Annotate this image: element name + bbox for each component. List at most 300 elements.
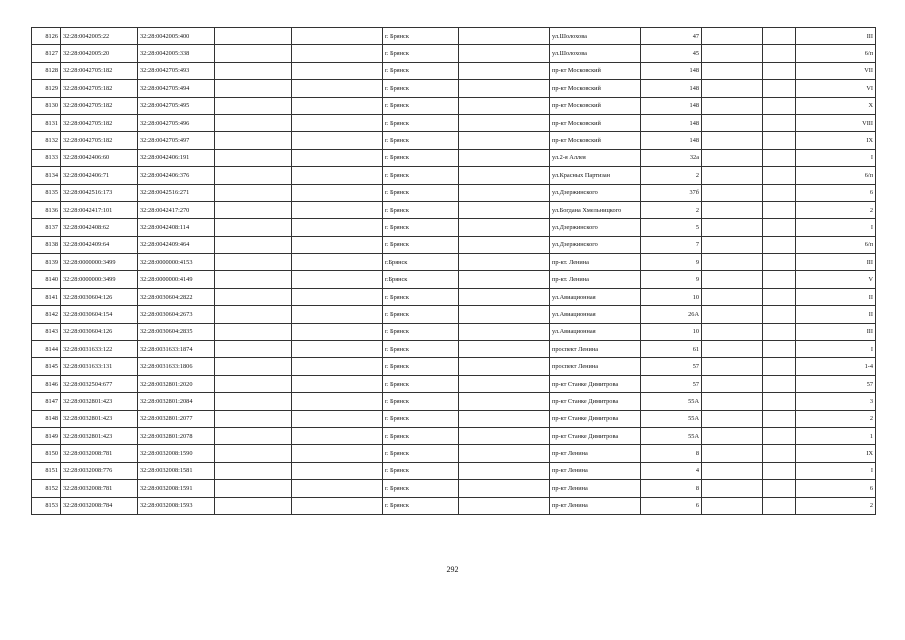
- empty-cell: [702, 306, 763, 323]
- empty-cell: [215, 375, 292, 392]
- table-row: [32, 219, 876, 236]
- room-cell: 57: [796, 375, 876, 392]
- empty-cell: [459, 236, 550, 253]
- street-cell: пр-кт Московский: [550, 132, 641, 149]
- empty-cell: [459, 219, 550, 236]
- empty-cell: [763, 45, 796, 62]
- locality-cell: г. Брянск: [383, 497, 459, 514]
- room-cell: I: [796, 341, 876, 358]
- house-number-cell: 26А: [641, 306, 702, 323]
- empty-cell: [215, 219, 292, 236]
- empty-cell: [702, 201, 763, 218]
- row-number-cell: 8137: [32, 219, 61, 236]
- object-cadastral-number-cell: 32:28:0031633:1874: [138, 341, 215, 358]
- empty-cell: [459, 132, 550, 149]
- locality-cell: г. Брянск: [383, 149, 459, 166]
- empty-cell: [292, 219, 383, 236]
- row-number-cell: 8141: [32, 288, 61, 305]
- empty-cell: [215, 427, 292, 444]
- house-number-cell: 9: [641, 271, 702, 288]
- room-cell: I: [796, 149, 876, 166]
- row-number-cell: 8151: [32, 462, 61, 479]
- row-number-cell: 8132: [32, 132, 61, 149]
- house-number-cell: 6: [641, 497, 702, 514]
- row-number-cell: 8138: [32, 236, 61, 253]
- room-cell: 6: [796, 480, 876, 497]
- empty-cell: [763, 97, 796, 114]
- street-cell: ул.Дзержинского: [550, 219, 641, 236]
- table-row: [32, 341, 876, 358]
- house-number-cell: 148: [641, 132, 702, 149]
- house-number-cell: 148: [641, 97, 702, 114]
- house-number-cell: 2: [641, 201, 702, 218]
- empty-cell: [292, 167, 383, 184]
- empty-cell: [702, 97, 763, 114]
- table-row: [32, 427, 876, 444]
- street-cell: пр-кт Московский: [550, 97, 641, 114]
- room-cell: 6/п: [796, 236, 876, 253]
- row-number-cell: 8144: [32, 341, 61, 358]
- empty-cell: [702, 80, 763, 97]
- empty-cell: [292, 358, 383, 375]
- locality-cell: г. Брянск: [383, 201, 459, 218]
- cadastral-number-cell: 32:28:0042417:101: [61, 201, 138, 218]
- table-row: [32, 114, 876, 131]
- table-row: [32, 97, 876, 114]
- locality-cell: г. Брянск: [383, 358, 459, 375]
- empty-cell: [459, 167, 550, 184]
- cadastral-number-cell: 32:28:0030604:154: [61, 306, 138, 323]
- empty-cell: [215, 393, 292, 410]
- empty-cell: [763, 323, 796, 340]
- object-cadastral-number-cell: 32:28:0032801:2084: [138, 393, 215, 410]
- cadastral-number-cell: 32:28:0042705:182: [61, 114, 138, 131]
- empty-cell: [459, 271, 550, 288]
- locality-cell: г. Брянск: [383, 375, 459, 392]
- locality-cell: г. Брянск: [383, 480, 459, 497]
- object-cadastral-number-cell: 32:28:0032801:2020: [138, 375, 215, 392]
- cadastral-number-cell: 32:28:0042406:71: [61, 167, 138, 184]
- locality-cell: г. Брянск: [383, 427, 459, 444]
- empty-cell: [702, 62, 763, 79]
- empty-cell: [702, 445, 763, 462]
- empty-cell: [459, 427, 550, 444]
- empty-cell: [215, 236, 292, 253]
- registry-body: [32, 28, 876, 515]
- empty-cell: [215, 341, 292, 358]
- cadastral-number-cell: 32:28:0042408:62: [61, 219, 138, 236]
- empty-cell: [292, 201, 383, 218]
- locality-cell: г. Брянск: [383, 341, 459, 358]
- house-number-cell: 2: [641, 167, 702, 184]
- room-cell: IX: [796, 445, 876, 462]
- house-number-cell: 55А: [641, 427, 702, 444]
- empty-cell: [702, 462, 763, 479]
- object-cadastral-number-cell: 32:28:0032008:1591: [138, 480, 215, 497]
- street-cell: пр-кт Станке Димитрова: [550, 410, 641, 427]
- empty-cell: [702, 480, 763, 497]
- cadastral-number-cell: 32:28:0030604:126: [61, 288, 138, 305]
- cadastral-number-cell: 32:28:0032008:784: [61, 497, 138, 514]
- house-number-cell: 57: [641, 358, 702, 375]
- empty-cell: [702, 184, 763, 201]
- house-number-cell: 32а: [641, 149, 702, 166]
- empty-cell: [292, 497, 383, 514]
- row-number-cell: 8135: [32, 184, 61, 201]
- object-cadastral-number-cell: 32:28:0042705:493: [138, 62, 215, 79]
- empty-cell: [763, 149, 796, 166]
- house-number-cell: 61: [641, 341, 702, 358]
- cadastral-number-cell: 32:28:0030604:126: [61, 323, 138, 340]
- empty-cell: [459, 28, 550, 45]
- street-cell: ул.Авиационная: [550, 288, 641, 305]
- locality-cell: г. Брянск: [383, 410, 459, 427]
- cadastral-number-cell: 32:28:0042406:60: [61, 149, 138, 166]
- table-row: [32, 201, 876, 218]
- object-cadastral-number-cell: 32:28:0042406:376: [138, 167, 215, 184]
- cadastral-number-cell: 32:28:0042705:182: [61, 97, 138, 114]
- row-number-cell: 8131: [32, 114, 61, 131]
- empty-cell: [292, 254, 383, 271]
- empty-cell: [702, 427, 763, 444]
- table-row: [32, 306, 876, 323]
- empty-cell: [763, 114, 796, 131]
- room-cell: II: [796, 288, 876, 305]
- cadastral-number-cell: 32:28:0000000:3499: [61, 271, 138, 288]
- empty-cell: [215, 28, 292, 45]
- table-row: [32, 149, 876, 166]
- locality-cell: г.Брянск: [383, 271, 459, 288]
- empty-cell: [702, 358, 763, 375]
- empty-cell: [763, 254, 796, 271]
- cadastral-number-cell: 32:28:0042705:182: [61, 132, 138, 149]
- empty-cell: [292, 410, 383, 427]
- empty-cell: [459, 393, 550, 410]
- object-cadastral-number-cell: 32:28:0042005:338: [138, 45, 215, 62]
- table-row: [32, 480, 876, 497]
- empty-cell: [702, 341, 763, 358]
- house-number-cell: 10: [641, 323, 702, 340]
- cadastral-number-cell: 32:28:0032801:423: [61, 393, 138, 410]
- cadastral-number-cell: 32:28:0031633:122: [61, 341, 138, 358]
- room-cell: III: [796, 254, 876, 271]
- empty-cell: [292, 323, 383, 340]
- table-row: [32, 184, 876, 201]
- street-cell: ул.Красных Партизан: [550, 167, 641, 184]
- house-number-cell: 10: [641, 288, 702, 305]
- table-row: [32, 62, 876, 79]
- empty-cell: [292, 306, 383, 323]
- street-cell: ул.Дзержинского: [550, 184, 641, 201]
- empty-cell: [215, 184, 292, 201]
- empty-cell: [763, 28, 796, 45]
- empty-cell: [459, 201, 550, 218]
- empty-cell: [763, 480, 796, 497]
- empty-cell: [702, 28, 763, 45]
- empty-cell: [292, 375, 383, 392]
- room-cell: 1-4: [796, 358, 876, 375]
- page-number: 292: [446, 565, 459, 574]
- room-cell: VI: [796, 80, 876, 97]
- object-cadastral-number-cell: 32:28:0042705:494: [138, 80, 215, 97]
- empty-cell: [215, 288, 292, 305]
- cadastral-number-cell: 32:28:0000000:3499: [61, 254, 138, 271]
- locality-cell: г. Брянск: [383, 45, 459, 62]
- cadastral-number-cell: 32:28:0042705:182: [61, 80, 138, 97]
- empty-cell: [702, 114, 763, 131]
- object-cadastral-number-cell: 32:28:0032008:1581: [138, 462, 215, 479]
- empty-cell: [292, 271, 383, 288]
- empty-cell: [763, 132, 796, 149]
- house-number-cell: 9: [641, 254, 702, 271]
- empty-cell: [763, 62, 796, 79]
- empty-cell: [702, 132, 763, 149]
- row-number-cell: 8140: [32, 271, 61, 288]
- empty-cell: [459, 410, 550, 427]
- empty-cell: [702, 236, 763, 253]
- empty-cell: [702, 271, 763, 288]
- row-number-cell: 8153: [32, 497, 61, 514]
- cadastral-number-cell: 32:28:0042409:64: [61, 236, 138, 253]
- table-row: [32, 497, 876, 514]
- empty-cell: [459, 62, 550, 79]
- table-row: [32, 80, 876, 97]
- empty-cell: [292, 149, 383, 166]
- empty-cell: [215, 271, 292, 288]
- object-cadastral-number-cell: 32:28:0042705:497: [138, 132, 215, 149]
- row-number-cell: 8136: [32, 201, 61, 218]
- house-number-cell: 57: [641, 375, 702, 392]
- empty-cell: [763, 341, 796, 358]
- street-cell: ул.Шолохова: [550, 28, 641, 45]
- house-number-cell: 7: [641, 236, 702, 253]
- locality-cell: г. Брянск: [383, 462, 459, 479]
- row-number-cell: 8150: [32, 445, 61, 462]
- locality-cell: г. Брянск: [383, 323, 459, 340]
- cadastral-number-cell: 32:28:0042705:182: [61, 62, 138, 79]
- empty-cell: [702, 288, 763, 305]
- empty-cell: [215, 132, 292, 149]
- locality-cell: г. Брянск: [383, 132, 459, 149]
- locality-cell: г. Брянск: [383, 184, 459, 201]
- empty-cell: [292, 445, 383, 462]
- street-cell: пр-кт. Ленина: [550, 254, 641, 271]
- room-cell: I: [796, 462, 876, 479]
- empty-cell: [459, 306, 550, 323]
- empty-cell: [215, 358, 292, 375]
- empty-cell: [292, 28, 383, 45]
- empty-cell: [459, 80, 550, 97]
- street-cell: ул.2-я Аллея: [550, 149, 641, 166]
- table-row: [32, 462, 876, 479]
- row-number-cell: 8128: [32, 62, 61, 79]
- empty-cell: [215, 62, 292, 79]
- table-row: [32, 323, 876, 340]
- row-number-cell: 8152: [32, 480, 61, 497]
- room-cell: 6/п: [796, 167, 876, 184]
- street-cell: пр-кт Станке Димитрова: [550, 375, 641, 392]
- empty-cell: [292, 97, 383, 114]
- row-number-cell: 8148: [32, 410, 61, 427]
- empty-cell: [215, 80, 292, 97]
- room-cell: 2: [796, 201, 876, 218]
- table-row: [32, 393, 876, 410]
- row-number-cell: 8147: [32, 393, 61, 410]
- table-row: [32, 132, 876, 149]
- cadastral-number-cell: 32:28:0032801:423: [61, 410, 138, 427]
- house-number-cell: 45: [641, 45, 702, 62]
- row-number-cell: 8145: [32, 358, 61, 375]
- empty-cell: [292, 462, 383, 479]
- empty-cell: [702, 497, 763, 514]
- house-number-cell: 148: [641, 114, 702, 131]
- empty-cell: [459, 323, 550, 340]
- table-row: [32, 271, 876, 288]
- object-cadastral-number-cell: 32:28:0042705:495: [138, 97, 215, 114]
- object-cadastral-number-cell: 32:28:0042516:271: [138, 184, 215, 201]
- row-number-cell: 8129: [32, 80, 61, 97]
- room-cell: 6: [796, 184, 876, 201]
- street-cell: ул.Богдана Хмельницкого: [550, 201, 641, 218]
- table-row: [32, 167, 876, 184]
- cadastral-number-cell: 32:28:0042516:173: [61, 184, 138, 201]
- empty-cell: [702, 167, 763, 184]
- object-cadastral-number-cell: 32:28:0042408:114: [138, 219, 215, 236]
- room-cell: VII: [796, 62, 876, 79]
- house-number-cell: 55А: [641, 410, 702, 427]
- locality-cell: г. Брянск: [383, 97, 459, 114]
- street-cell: ул.Шолохова: [550, 45, 641, 62]
- house-number-cell: 55А: [641, 393, 702, 410]
- room-cell: VIII: [796, 114, 876, 131]
- empty-cell: [459, 254, 550, 271]
- house-number-cell: 37б: [641, 184, 702, 201]
- cadastral-number-cell: 32:28:0032008:781: [61, 480, 138, 497]
- empty-cell: [459, 480, 550, 497]
- table-row: [32, 375, 876, 392]
- empty-cell: [292, 427, 383, 444]
- locality-cell: г. Брянск: [383, 445, 459, 462]
- row-number-cell: 8149: [32, 427, 61, 444]
- locality-cell: г. Брянск: [383, 62, 459, 79]
- empty-cell: [292, 132, 383, 149]
- room-cell: 3: [796, 393, 876, 410]
- empty-cell: [702, 323, 763, 340]
- row-number-cell: 8130: [32, 97, 61, 114]
- empty-cell: [763, 288, 796, 305]
- object-cadastral-number-cell: 32:28:0000000:4149: [138, 271, 215, 288]
- house-number-cell: 4: [641, 462, 702, 479]
- table-row: [32, 358, 876, 375]
- empty-cell: [215, 497, 292, 514]
- object-cadastral-number-cell: 32:28:0030604:2673: [138, 306, 215, 323]
- empty-cell: [292, 236, 383, 253]
- empty-cell: [702, 410, 763, 427]
- empty-cell: [763, 271, 796, 288]
- street-cell: пр-кт Ленина: [550, 497, 641, 514]
- locality-cell: г.Брянск: [383, 254, 459, 271]
- street-cell: ул.Авиационная: [550, 323, 641, 340]
- locality-cell: г. Брянск: [383, 28, 459, 45]
- locality-cell: г. Брянск: [383, 306, 459, 323]
- empty-cell: [215, 149, 292, 166]
- street-cell: пр-кт Московский: [550, 114, 641, 131]
- locality-cell: г. Брянск: [383, 167, 459, 184]
- house-number-cell: 8: [641, 480, 702, 497]
- empty-cell: [292, 45, 383, 62]
- empty-cell: [702, 219, 763, 236]
- empty-cell: [763, 167, 796, 184]
- row-number-cell: 8142: [32, 306, 61, 323]
- room-cell: II: [796, 306, 876, 323]
- street-cell: пр-кт Ленина: [550, 445, 641, 462]
- house-number-cell: 8: [641, 445, 702, 462]
- empty-cell: [702, 393, 763, 410]
- empty-cell: [763, 236, 796, 253]
- cadastral-number-cell: 32:28:0042005:20: [61, 45, 138, 62]
- registry-table: [31, 27, 876, 515]
- empty-cell: [763, 445, 796, 462]
- street-cell: пр-кт Станке Димитрова: [550, 427, 641, 444]
- house-number-cell: 148: [641, 80, 702, 97]
- locality-cell: г. Брянск: [383, 236, 459, 253]
- room-cell: III: [796, 323, 876, 340]
- object-cadastral-number-cell: 32:28:0032801:2077: [138, 410, 215, 427]
- locality-cell: г. Брянск: [383, 393, 459, 410]
- object-cadastral-number-cell: 32:28:0042705:496: [138, 114, 215, 131]
- empty-cell: [763, 358, 796, 375]
- empty-cell: [215, 480, 292, 497]
- empty-cell: [215, 306, 292, 323]
- cadastral-number-cell: 32:28:0032504:677: [61, 375, 138, 392]
- empty-cell: [763, 393, 796, 410]
- room-cell: 1: [796, 427, 876, 444]
- empty-cell: [215, 254, 292, 271]
- house-number-cell: 148: [641, 62, 702, 79]
- empty-cell: [459, 288, 550, 305]
- table-row: [32, 254, 876, 271]
- empty-cell: [292, 341, 383, 358]
- table-row: [32, 445, 876, 462]
- table-row: [32, 410, 876, 427]
- empty-cell: [459, 375, 550, 392]
- empty-cell: [459, 184, 550, 201]
- locality-cell: г. Брянск: [383, 114, 459, 131]
- empty-cell: [215, 462, 292, 479]
- object-cadastral-number-cell: 32:28:0032801:2078: [138, 427, 215, 444]
- cadastral-number-cell: 32:28:0042005:22: [61, 28, 138, 45]
- street-cell: пр-кт Станке Димитрова: [550, 393, 641, 410]
- locality-cell: г. Брянск: [383, 288, 459, 305]
- street-cell: ул.Авиационная: [550, 306, 641, 323]
- empty-cell: [292, 288, 383, 305]
- empty-cell: [763, 184, 796, 201]
- empty-cell: [292, 80, 383, 97]
- empty-cell: [215, 45, 292, 62]
- table-row: [32, 45, 876, 62]
- empty-cell: [215, 97, 292, 114]
- table-row: [32, 288, 876, 305]
- empty-cell: [763, 427, 796, 444]
- object-cadastral-number-cell: 32:28:0032008:1593: [138, 497, 215, 514]
- empty-cell: [702, 254, 763, 271]
- street-cell: пр-кт Ленина: [550, 462, 641, 479]
- row-number-cell: 8127: [32, 45, 61, 62]
- object-cadastral-number-cell: 32:28:0030604:2835: [138, 323, 215, 340]
- room-cell: IX: [796, 132, 876, 149]
- object-cadastral-number-cell: 32:28:0042406:191: [138, 149, 215, 166]
- empty-cell: [459, 358, 550, 375]
